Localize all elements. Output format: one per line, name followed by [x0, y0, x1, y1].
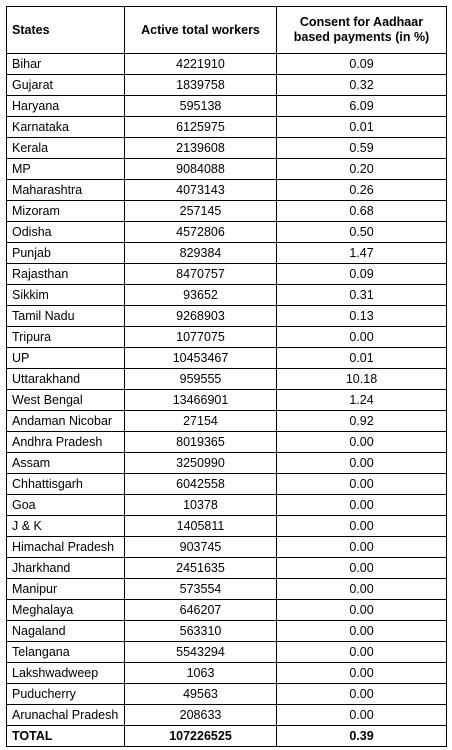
state-cell: Odisha — [7, 222, 125, 243]
table-row — [7, 75, 447, 96]
state-cell: Himachal Pradesh — [7, 537, 125, 558]
consent-cell: 0.13 — [277, 306, 447, 327]
consent-cell: 0.00 — [277, 579, 447, 600]
consent-cell: 0.09 — [277, 264, 447, 285]
header-consent: Consent for Aadhaar based payments (in %) — [277, 7, 447, 54]
workers-cell: 8470757 — [125, 264, 277, 285]
workers-cell: 563310 — [125, 621, 277, 642]
consent-cell: 0.00 — [277, 705, 447, 726]
workers-cell: 9268903 — [125, 306, 277, 327]
consent-cell: 0.00 — [277, 516, 447, 537]
state-cell: Goa — [7, 495, 125, 516]
state-cell: Kerala — [7, 138, 125, 159]
state-cell: Tripura — [7, 327, 125, 348]
consent-cell: 1.47 — [277, 243, 447, 264]
table-row — [7, 579, 447, 600]
table-row — [7, 537, 447, 558]
table-row — [7, 96, 447, 117]
consent-cell: 0.31 — [277, 285, 447, 306]
table-row — [7, 642, 447, 663]
consent-cell: 0.01 — [277, 117, 447, 138]
workers-cell: 5543294 — [125, 642, 277, 663]
workers-cell: 10378 — [125, 495, 277, 516]
consent-cell: 10.18 — [277, 369, 447, 390]
table-row — [7, 117, 447, 138]
table-row — [7, 411, 447, 432]
table-body — [7, 54, 447, 747]
consent-cell: 0.20 — [277, 159, 447, 180]
consent-cell: 0.00 — [277, 558, 447, 579]
workers-cell: 4073143 — [125, 180, 277, 201]
table-row — [7, 705, 447, 726]
state-cell: MP — [7, 159, 125, 180]
state-cell: Rajasthan — [7, 264, 125, 285]
state-cell: UP — [7, 348, 125, 369]
workers-cell: 10453467 — [125, 348, 277, 369]
table-row — [7, 432, 447, 453]
table-container — [6, 6, 446, 747]
consent-cell: 0.00 — [277, 684, 447, 705]
state-cell: Mizoram — [7, 201, 125, 222]
consent-cell: 0.00 — [277, 327, 447, 348]
table-row — [7, 558, 447, 579]
state-cell: Tamil Nadu — [7, 306, 125, 327]
workers-cell: 2451635 — [125, 558, 277, 579]
table-row — [7, 327, 447, 348]
workers-cell: 1063 — [125, 663, 277, 684]
table-row — [7, 495, 447, 516]
consent-cell: 6.09 — [277, 96, 447, 117]
state-cell: Jharkhand — [7, 558, 125, 579]
consent-cell: 0.00 — [277, 537, 447, 558]
consent-cell: 0.32 — [277, 75, 447, 96]
consent-cell: 0.00 — [277, 432, 447, 453]
state-cell: Chhattisgarh — [7, 474, 125, 495]
table-row — [7, 600, 447, 621]
table-row — [7, 453, 447, 474]
workers-cell: 903745 — [125, 537, 277, 558]
state-cell: Gujarat — [7, 75, 125, 96]
workers-cell: 4572806 — [125, 222, 277, 243]
table-row — [7, 264, 447, 285]
table-row — [7, 621, 447, 642]
table-row — [7, 243, 447, 264]
consent-cell: 0.00 — [277, 663, 447, 684]
workers-cell: 1405811 — [125, 516, 277, 537]
consent-cell: 0.01 — [277, 348, 447, 369]
state-cell: Karnataka — [7, 117, 125, 138]
workers-cell: 27154 — [125, 411, 277, 432]
consent-cell: 0.00 — [277, 453, 447, 474]
workers-cell: 573554 — [125, 579, 277, 600]
table-row — [7, 684, 447, 705]
workers-cell: 208633 — [125, 705, 277, 726]
workers-cell: 959555 — [125, 369, 277, 390]
header-active-workers: Active total workers — [125, 7, 277, 54]
table-row — [7, 54, 447, 75]
state-cell: Assam — [7, 453, 125, 474]
workers-cell: 257145 — [125, 201, 277, 222]
state-cell: Lakshwadweep — [7, 663, 125, 684]
workers-cell: 646207 — [125, 600, 277, 621]
workers-cell: 13466901 — [125, 390, 277, 411]
state-cell: Puducherry — [7, 684, 125, 705]
table-row — [7, 663, 447, 684]
workers-cell: 49563 — [125, 684, 277, 705]
states-consent-table — [6, 6, 447, 747]
consent-cell: 1.24 — [277, 390, 447, 411]
consent-cell: 0.92 — [277, 411, 447, 432]
table-row — [7, 390, 447, 411]
state-cell: Meghalaya — [7, 600, 125, 621]
state-cell: Sikkim — [7, 285, 125, 306]
table-header — [7, 7, 447, 54]
state-cell: J & K — [7, 516, 125, 537]
workers-cell: 93652 — [125, 285, 277, 306]
table-row — [7, 138, 447, 159]
state-cell: Punjab — [7, 243, 125, 264]
consent-cell: 0.26 — [277, 180, 447, 201]
workers-cell: 1839758 — [125, 75, 277, 96]
workers-cell: 6042558 — [125, 474, 277, 495]
consent-cell: 0.00 — [277, 600, 447, 621]
table-row — [7, 348, 447, 369]
table-row — [7, 201, 447, 222]
workers-cell: 829384 — [125, 243, 277, 264]
consent-cell: 0.59 — [277, 138, 447, 159]
state-cell: Telangana — [7, 642, 125, 663]
workers-cell: 4221910 — [125, 54, 277, 75]
consent-cell: 0.68 — [277, 201, 447, 222]
workers-cell: 3250990 — [125, 453, 277, 474]
table-row — [7, 369, 447, 390]
table-row — [7, 306, 447, 327]
workers-cell: 6125975 — [125, 117, 277, 138]
state-cell: Haryana — [7, 96, 125, 117]
workers-cell: 595138 — [125, 96, 277, 117]
total-state-cell: TOTAL — [7, 726, 125, 747]
state-cell: West Bengal — [7, 390, 125, 411]
table-row — [7, 474, 447, 495]
state-cell: Arunachal Pradesh — [7, 705, 125, 726]
header-row — [7, 7, 447, 54]
workers-cell: 9084088 — [125, 159, 277, 180]
table-row — [7, 285, 447, 306]
workers-cell: 2139608 — [125, 138, 277, 159]
consent-cell: 0.09 — [277, 54, 447, 75]
total-row — [7, 726, 447, 747]
consent-cell: 0.00 — [277, 621, 447, 642]
state-cell: Manipur — [7, 579, 125, 600]
state-cell: Maharashtra — [7, 180, 125, 201]
state-cell: Uttarakhand — [7, 369, 125, 390]
total-workers-cell: 107226525 — [125, 726, 277, 747]
state-cell: Nagaland — [7, 621, 125, 642]
total-consent-cell: 0.39 — [277, 726, 447, 747]
consent-cell: 0.00 — [277, 642, 447, 663]
consent-cell: 0.00 — [277, 495, 447, 516]
header-states: States — [7, 7, 125, 54]
table-row — [7, 516, 447, 537]
consent-cell: 0.50 — [277, 222, 447, 243]
table-row — [7, 180, 447, 201]
consent-cell: 0.00 — [277, 474, 447, 495]
state-cell: Bihar — [7, 54, 125, 75]
workers-cell: 8019365 — [125, 432, 277, 453]
table-row — [7, 222, 447, 243]
state-cell: Andhra Pradesh — [7, 432, 125, 453]
table-row — [7, 159, 447, 180]
workers-cell: 1077075 — [125, 327, 277, 348]
state-cell: Andaman Nicobar — [7, 411, 125, 432]
